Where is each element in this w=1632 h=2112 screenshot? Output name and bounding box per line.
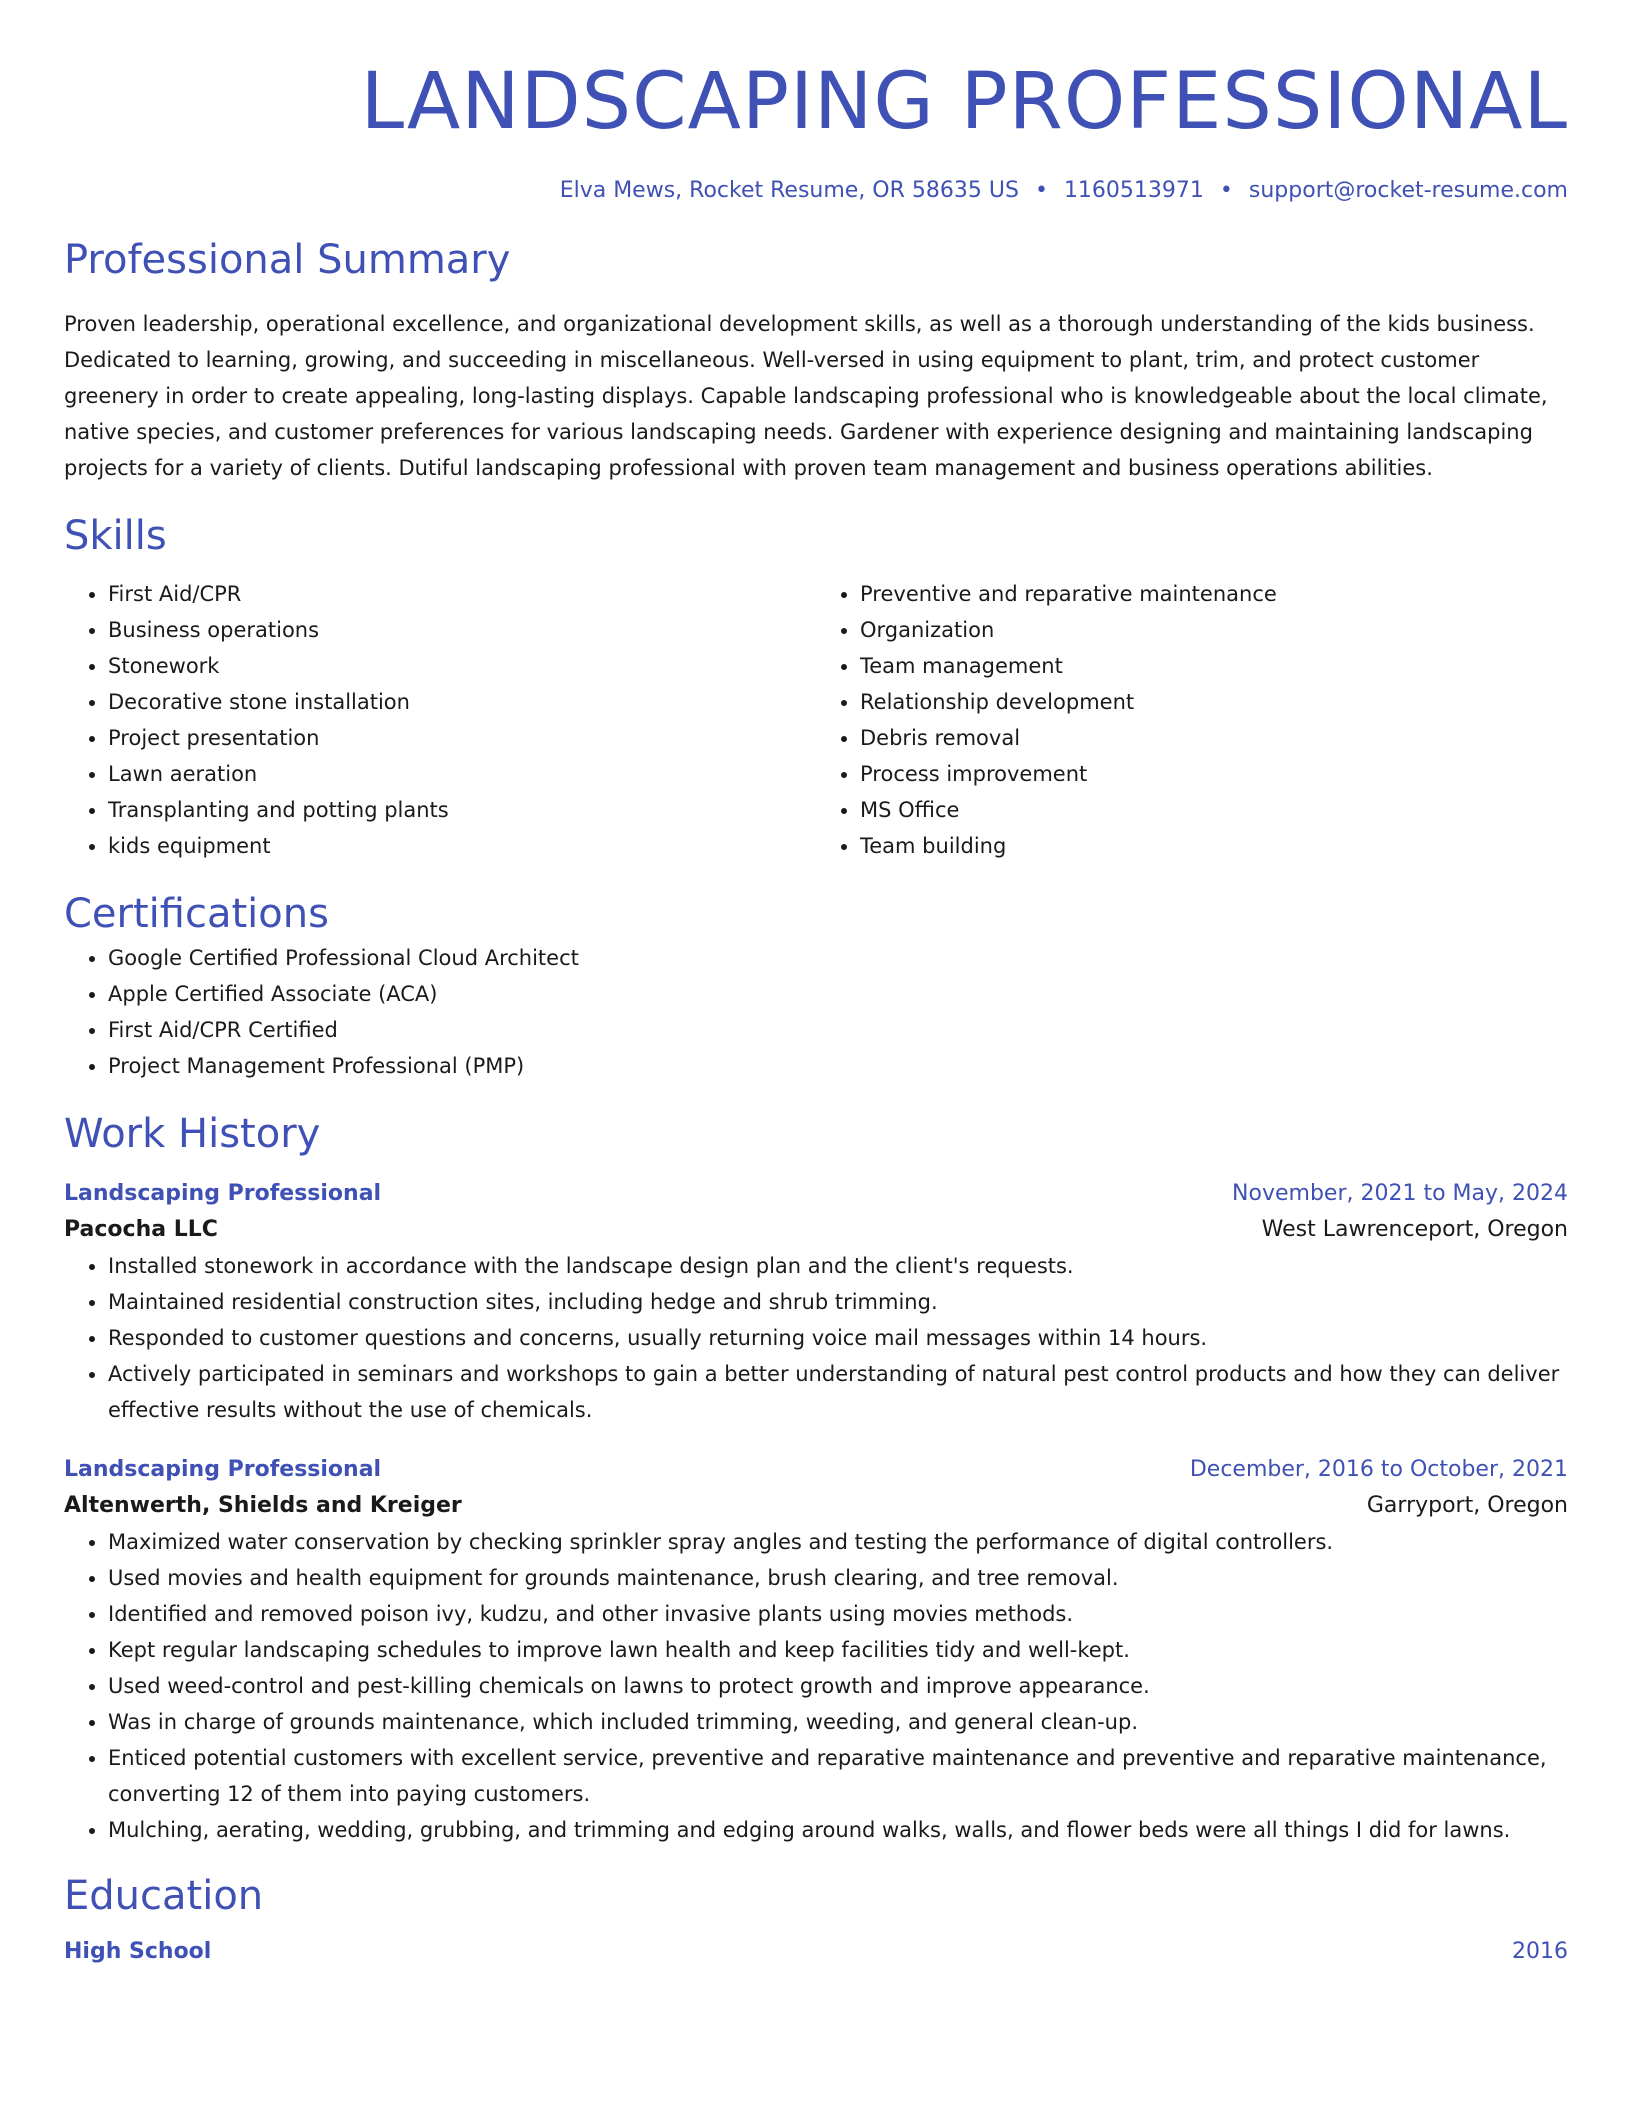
skill-item: • MS Office: [860, 792, 1568, 828]
contact-phone: 1160513971: [1063, 178, 1204, 203]
skill-item: • Relationship development: [860, 684, 1568, 720]
contact-line: [64, 176, 1568, 206]
job-duties-list: [64, 1248, 1568, 1428]
job-header-row: [64, 1452, 1568, 1488]
skill-item: • Stonework: [108, 648, 816, 684]
skill-item: • Business operations: [108, 612, 816, 648]
skill-item: • Decorative stone installation: [108, 684, 816, 720]
skills-list-right: [816, 576, 1568, 864]
job-location: West Lawrenceport, Oregon: [1261, 1217, 1568, 1242]
skill-item: • Debris removal: [860, 720, 1568, 756]
summary-heading: Professional Summary: [64, 237, 511, 283]
job-title: Landscaping Professional: [64, 1457, 382, 1482]
contact-email: support@rocket-resume.com: [1248, 178, 1568, 203]
job-company-row: [64, 1488, 1568, 1524]
skill-item: • Team management: [860, 648, 1568, 684]
certifications-heading: Certifications: [64, 891, 329, 937]
job-duty: • Mulching, aerating, wedding, grubbing, and trimming and edging around walks, walls, and flower beds were all things I did for lawns.: [108, 1812, 1568, 1848]
job-header-row: [64, 1176, 1568, 1212]
skill-item: • Process improvement: [860, 756, 1568, 792]
skill-item: • Preventive and reparative maintenance: [860, 576, 1568, 612]
skill-item: • Project presentation: [108, 720, 816, 756]
skill-item: • Organization: [860, 612, 1568, 648]
skills-columns: [64, 576, 1568, 864]
job-title: Landscaping Professional: [64, 1181, 382, 1206]
job-duty: • Responded to customer questions and concerns, usually returning voice mail messages within 14 hours.: [108, 1320, 1568, 1356]
job-company-row: [64, 1212, 1568, 1248]
certification-item: • First Aid/CPR Certified: [108, 1012, 1568, 1048]
job-duty: • Identified and removed poison ivy, kudzu, and other invasive plants using movies methods.: [108, 1596, 1568, 1632]
certification-item: • Google Certified Professional Cloud Architect: [108, 940, 1568, 976]
work-history-heading: Work History: [64, 1111, 321, 1157]
job-duties-list: [64, 1524, 1568, 1848]
certification-item: • Apple Certified Associate (ACA): [108, 976, 1568, 1012]
skill-item: • kids equipment: [108, 828, 816, 864]
education-year: 2016: [1512, 1939, 1568, 1964]
job-entry: [64, 1452, 1568, 1848]
job-entry: [64, 1176, 1568, 1428]
job-duty: • Kept regular landscaping schedules to improve lawn health and keep facilities tidy and well-kept.: [108, 1632, 1568, 1668]
certifications-list: [64, 940, 1568, 1084]
job-dates: November, 2021 to May, 2024: [1232, 1181, 1568, 1206]
contact-separator: •: [1034, 178, 1048, 203]
skills-heading: Skills: [64, 513, 167, 559]
education-heading: Education: [64, 1873, 264, 1919]
job-duty: • Maximized water conservation by checking sprinkler spray angles and testing the performance of digital controllers.: [108, 1524, 1568, 1560]
resume-title: LANDSCAPING PROFESSIONAL: [360, 57, 1568, 147]
skill-item: • First Aid/CPR: [108, 576, 816, 612]
job-duty: • Used weed-control and pest-killing chemicals on lawns to protect growth and improve appearance.: [108, 1668, 1568, 1704]
summary-text: Proven leadership, operational excellence, and organizational development skills, as well as a thorough understanding of the kids business. Dedicated to learning, growing, and succeeding in miscellaneous. Well-versed in using equipment to plant, trim, and protect customer greenery in order to create appealing, long-lasting displays. Capable landscaping professional who is knowledgeable about the local climate, native species, and customer preferences for various landscaping needs. Gardener with experience designing and maintaining landscaping projects for a variety of clients. Dutiful landscaping professional with proven team management and business operations abilities.: [64, 312, 1548, 480]
skill-item: • Lawn aeration: [108, 756, 816, 792]
job-company: Altenwerth, Shields and Kreiger: [64, 1493, 462, 1518]
education-degree: High School: [64, 1939, 212, 1964]
certification-item: • Project Management Professional (PMP): [108, 1048, 1568, 1084]
job-duty: • Used movies and health equipment for grounds maintenance, brush clearing, and tree removal.: [108, 1560, 1568, 1596]
job-duty: • Was in charge of grounds maintenance, which included trimming, weeding, and general clean-up.: [108, 1704, 1568, 1740]
skills-list-left: [64, 576, 816, 864]
skill-item: • Team building: [860, 828, 1568, 864]
job-duty: • Actively participated in seminars and workshops to gain a better understanding of natural pest control products and how they can deliver effective results without the use of chemicals.: [108, 1356, 1568, 1428]
education-row: [64, 1934, 1568, 1970]
job-company: Pacocha LLC: [64, 1217, 218, 1242]
job-location: Garryport, Oregon: [1366, 1493, 1568, 1518]
job-dates: December, 2016 to October, 2021: [1189, 1457, 1568, 1482]
contact-address: Elva Mews, Rocket Resume, OR 58635 US: [559, 178, 1019, 203]
skill-item: • Transplanting and potting plants: [108, 792, 816, 828]
job-duty: • Maintained residential construction sites, including hedge and shrub trimming.: [108, 1284, 1568, 1320]
job-duty: • Installed stonework in accordance with the landscape design plan and the client's requests.: [108, 1248, 1568, 1284]
contact-separator: •: [1219, 178, 1233, 203]
job-duty: • Enticed potential customers with excellent service, preventive and reparative maintenance and preventive and reparative maintenance, converting 12 of them into paying customers.: [108, 1740, 1568, 1812]
